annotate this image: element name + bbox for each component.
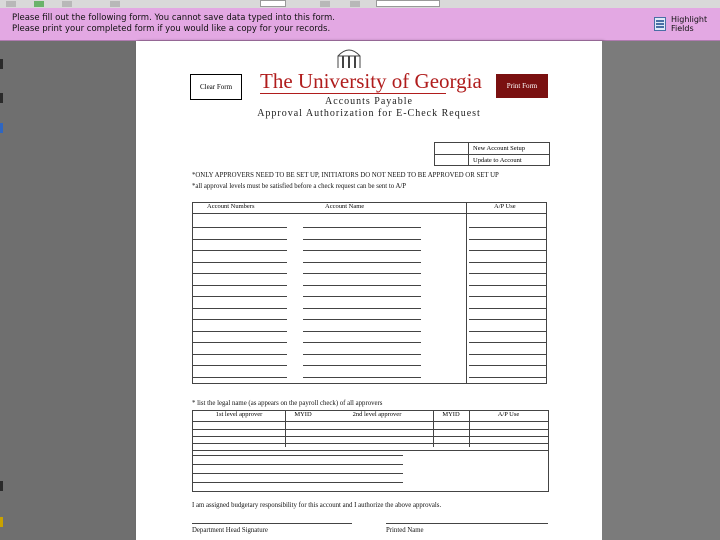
highlight-fields-button[interactable] — [654, 15, 720, 33]
table-header-divider — [193, 421, 548, 422]
form-entry-line[interactable] — [193, 285, 287, 286]
second-level-approver-header: 2nd level approver — [352, 411, 402, 418]
setup-option-new — [435, 143, 549, 155]
printed-name-line[interactable] — [386, 523, 548, 524]
form-entry-line[interactable] — [303, 354, 421, 355]
notice-line-1: Please fill out the following form. You cannot save data typed into this form. — [12, 13, 335, 23]
form-entry-line[interactable] — [193, 377, 287, 378]
form-entry-line[interactable] — [193, 239, 287, 240]
signature-label: Department Head Signature — [192, 527, 268, 534]
nav-pane-tab[interactable] — [0, 123, 3, 133]
toolbar-check-icon[interactable] — [34, 1, 44, 7]
form-entry-line[interactable] — [469, 250, 546, 251]
form-entry-line[interactable] — [193, 482, 403, 483]
form-entry-line[interactable] — [193, 273, 287, 274]
title-divider — [260, 93, 446, 94]
toolbar-button[interactable] — [350, 1, 360, 7]
nav-pane-tab[interactable] — [0, 59, 3, 69]
new-account-label: New Account Setup — [473, 145, 525, 152]
form-entry-line[interactable] — [193, 296, 287, 297]
new-account-checkbox[interactable] — [435, 143, 469, 154]
account-name-header: Account Name — [325, 203, 365, 210]
form-entry-line[interactable] — [193, 443, 548, 444]
form-entry-line[interactable] — [469, 331, 546, 332]
form-entry-line[interactable] — [193, 227, 287, 228]
form-entry-line[interactable] — [469, 377, 546, 378]
form-entry-line[interactable] — [193, 436, 548, 437]
form-entry-line[interactable] — [193, 331, 287, 332]
form-entry-line[interactable] — [469, 227, 546, 228]
toolbar-button[interactable] — [62, 1, 72, 7]
form-entry-line[interactable] — [469, 273, 546, 274]
authorization-statement: I am assigned budgetary responsibility for this account and I authorize the above approvals. — [192, 502, 442, 509]
form-entry-line[interactable] — [193, 262, 287, 263]
toolbar-button[interactable] — [110, 1, 120, 7]
form-entry-line[interactable] — [469, 285, 546, 286]
highlight-fields-label: Highlight Fields — [671, 15, 708, 33]
form-entry-line[interactable] — [193, 455, 403, 456]
notice-line-2: Please print your completed form if you would like a copy for your records. — [12, 24, 331, 34]
page-number-field[interactable] — [260, 0, 286, 7]
zoom-field[interactable] — [376, 0, 440, 7]
form-entry-line[interactable] — [193, 429, 548, 430]
form-entry-line[interactable] — [469, 319, 546, 320]
form-entry-line[interactable] — [193, 319, 287, 320]
nav-pane-tab[interactable] — [0, 517, 3, 527]
form-entry-line[interactable] — [303, 331, 421, 332]
nav-pane-tab[interactable] — [0, 481, 3, 491]
print-form-button[interactable]: Print Form — [496, 74, 548, 98]
form-entry-line[interactable] — [193, 450, 548, 451]
form-notice-text — [12, 13, 335, 35]
form-entry-line[interactable] — [303, 273, 421, 274]
form-entry-line[interactable] — [469, 262, 546, 263]
table-header-divider — [193, 213, 546, 214]
form-entry-line[interactable] — [303, 342, 421, 343]
form-entry-line[interactable] — [303, 308, 421, 309]
form-entry-line[interactable] — [303, 250, 421, 251]
form-entry-line[interactable] — [303, 377, 421, 378]
first-level-approver-header: 1st level approver — [215, 411, 263, 418]
approver-setup-note: *ONLY APPROVERS NEED TO BE SET UP, INITIATORS DO NOT NEED TO BE APPROVED OR SET UP — [192, 172, 499, 179]
form-entry-line[interactable] — [193, 365, 287, 366]
form-entry-line[interactable] — [303, 296, 421, 297]
form-entry-line[interactable] — [303, 285, 421, 286]
signature-line[interactable] — [192, 523, 352, 524]
document-page — [136, 41, 602, 540]
form-entry-line[interactable] — [303, 365, 421, 366]
document-background-right — [602, 41, 720, 540]
form-title: Approval Authorization for E-Check Request — [257, 108, 481, 119]
update-account-label: Update to Account — [473, 157, 522, 164]
clear-form-button[interactable]: Clear Form — [190, 74, 242, 100]
highlight-icon — [654, 17, 666, 31]
form-entry-line[interactable] — [469, 365, 546, 366]
form-entry-line[interactable] — [303, 262, 421, 263]
account-table — [192, 202, 547, 384]
form-entry-line[interactable] — [303, 227, 421, 228]
toolbar-button[interactable] — [6, 1, 16, 7]
approver-legal-name-note: * list the legal name (as appears on the payroll check) of all approvers — [192, 400, 383, 407]
printed-name-label: Printed Name — [386, 527, 424, 534]
approver-table — [192, 410, 549, 492]
arch-logo-icon — [336, 44, 362, 70]
first-myid-header: MYID — [294, 411, 312, 418]
navigation-pane — [0, 41, 136, 540]
setup-options-box — [434, 142, 550, 166]
ap-use-header: A/P Use — [494, 203, 516, 210]
form-entry-line[interactable] — [193, 464, 403, 465]
setup-option-update — [435, 155, 549, 166]
form-notice-bar — [0, 8, 720, 41]
update-account-checkbox[interactable] — [435, 155, 469, 166]
form-entry-line[interactable] — [303, 319, 421, 320]
toolbar-button[interactable] — [320, 1, 330, 7]
approver-ap-use-header: A/P Use — [497, 411, 520, 418]
ap-use-column-divider — [466, 203, 467, 383]
department-title: Accounts Payable — [325, 96, 413, 107]
nav-pane-tab[interactable] — [0, 93, 3, 103]
form-entry-line[interactable] — [469, 354, 546, 355]
form-entry-line[interactable] — [193, 250, 287, 251]
form-entry-line[interactable] — [469, 342, 546, 343]
form-entry-line[interactable] — [469, 308, 546, 309]
form-entry-line[interactable] — [469, 296, 546, 297]
form-entry-line[interactable] — [193, 342, 287, 343]
university-name: The University of Georgia — [260, 69, 482, 93]
form-entry-line[interactable] — [303, 239, 421, 240]
form-entry-line[interactable] — [469, 239, 546, 240]
form-entry-line[interactable] — [193, 473, 403, 474]
account-numbers-header: Account Numbers — [207, 203, 255, 210]
approval-levels-note: *all approval levels must be satisfied before a check request can be sent to A/P — [192, 183, 407, 190]
form-entry-line[interactable] — [193, 308, 287, 309]
form-entry-line[interactable] — [193, 354, 287, 355]
second-myid-header: MYID — [442, 411, 460, 418]
